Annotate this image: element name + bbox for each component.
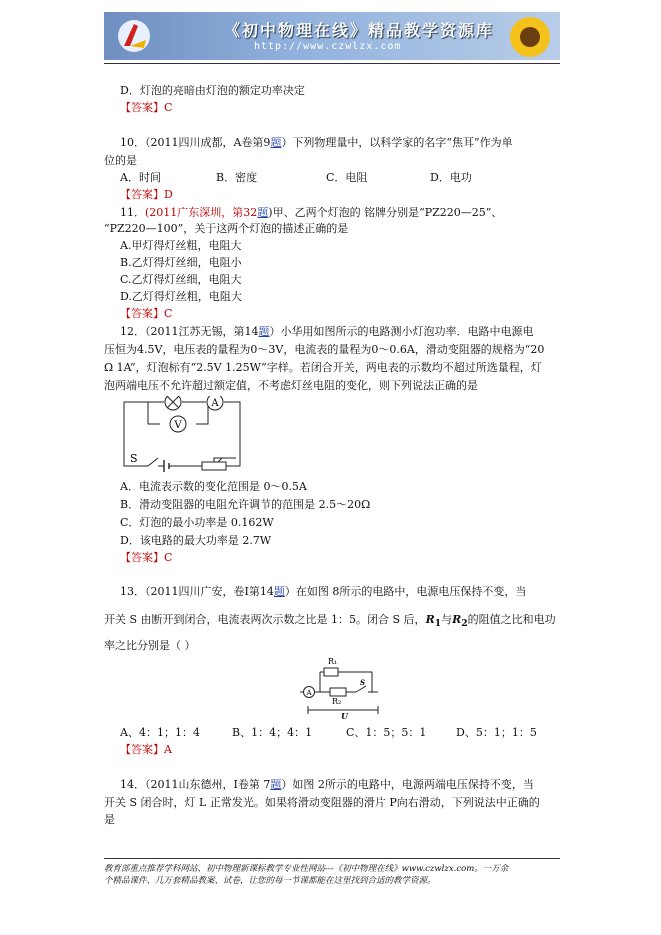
footer-line1: 教育部重点推荐学科网站、初中物理新课标教学专业性网站---《初中物理在线》www.czwlzx.com。一万余: [104, 864, 509, 874]
q13-option-d: D、5：1；1：5: [456, 726, 537, 739]
q13-circuit-diagram: [298, 652, 384, 720]
q14-prefix: 14．（2011山东德州，I卷第 7: [120, 778, 271, 791]
ammeter-label: A: [211, 398, 219, 409]
ammeter-label: A: [306, 689, 312, 697]
q12-option-a: A．电流表示数的变化范围是 0～0.5A: [120, 480, 307, 493]
q13-stem: [120, 585, 526, 599]
lamp-icon: [165, 396, 181, 410]
q10-suffix: ）下列物理量中，以科学家的名字“焦耳”作为单: [281, 136, 513, 149]
voltage-label: U: [341, 711, 348, 720]
q11-suffix: )甲、乙两个灯泡的 铭牌分别是“PZ220—25”、: [268, 206, 503, 219]
q11-option-d: D.乙灯得灯丝粗，电阻大: [120, 290, 242, 303]
q10-option-a: A．时间: [120, 171, 161, 184]
q14-stem: [120, 778, 534, 792]
q13-option-b: B、1：4；4：1: [232, 726, 313, 739]
q10-option-b: B．密度: [216, 171, 258, 184]
q12-answer: 【答案】C: [120, 551, 173, 564]
footer-rule: [104, 858, 560, 859]
q9-option-d: D．灯泡的亮暗由灯泡的额定功率决定: [120, 84, 305, 97]
q11-stem: [120, 206, 502, 220]
q11-num: 11．: [120, 206, 145, 219]
q13-r1: R: [425, 613, 435, 626]
r1-resistor-icon: [324, 668, 338, 676]
q11-link[interactable]: 题: [257, 206, 269, 219]
battery-icon: [164, 460, 169, 472]
sunflower-icon: [508, 15, 552, 59]
q14-link[interactable]: 题: [270, 778, 282, 791]
q13-r2-sub: 2: [461, 618, 468, 630]
rheostat-icon: [202, 462, 226, 470]
footer-line2: 个精品课件、几万套精品教案、试卷，让您的每一节课都能在这里找到合适的教学资源。: [104, 876, 436, 886]
q14-suffix: ）如图 2所示的电路中，电源两端电压保持不变，当: [281, 778, 534, 791]
header-rule: [104, 63, 560, 64]
r2-resistor-icon: [330, 688, 346, 696]
q13-option-c: C、1：5；5：1: [346, 726, 427, 739]
q11-answer: 【答案】C: [120, 307, 173, 320]
q12-link[interactable]: 题: [258, 325, 270, 338]
q10-answer: 【答案】D: [120, 188, 173, 201]
r1-label: R₁: [328, 657, 338, 666]
q14-stem-line3: 是: [104, 813, 115, 826]
q13-option-a: A、4：1；1：4: [120, 726, 200, 739]
q10-option-c: C．电阻: [326, 171, 368, 184]
q13-r2: R: [452, 613, 462, 626]
q13-link[interactable]: 题: [273, 585, 285, 598]
site-url[interactable]: http://www.czwlzx.com: [254, 41, 402, 52]
q12-stem-line4: 泡两端电压不允许超过额定值，不考虑灯丝电阻的变化，则下列说法正确的是: [104, 379, 478, 392]
q13-r1-sub: 1: [434, 618, 442, 630]
q12-option-c: C．灯泡的最小功率是 0.162W: [120, 516, 274, 529]
q11-stem-line2: “PZ220—100”，关于这两个灯泡的描述正确的是: [104, 222, 349, 235]
header-banner: [104, 12, 560, 60]
q12-stem-line2: 压恒为4.5V，电压表的量程为0～3V，电流表的量程为0～0.6A，滑动变阻器的规格为“20: [104, 343, 545, 356]
q13-mid: 与: [441, 613, 453, 626]
q10-option-d: D．电功: [430, 171, 472, 184]
q13-suffix: ）在如图 8所示的电路中，电源电压保持不变，当: [284, 585, 527, 598]
q13-line2a: 开关 S 由断开到闭合，电流表两次示数之比是 1：5。闭合 S 后，: [104, 613, 426, 626]
q11-option-c: C.乙灯得灯丝细，电阻大: [120, 273, 242, 286]
q12-stem-line3: Ω 1A”，灯泡标有“2.5V 1.25W”字样。若闭合开关，两电表的示数均不超过所选量程，灯: [104, 361, 542, 374]
q10-stem: [120, 136, 513, 150]
q12-suffix: ）小华用如图所示的电路测小灯泡功率．电路中电源电: [269, 325, 534, 338]
q12-circuit-diagram: [118, 396, 250, 476]
q14-stem-line2: 开关 S 闭合时，灯 L 正常发光。如果将滑动变阻器的滑片 P向右滑动，下列说法中正确的: [104, 796, 540, 809]
q13-line2b: 的阻值之比和电功: [467, 613, 556, 626]
q10-stem-line2: 位的是: [104, 154, 137, 167]
switch-label: S: [130, 452, 138, 465]
q12-option-d: D．该电路的最大功率是 2.7W: [120, 534, 272, 547]
q13-answer: 【答案】A: [120, 743, 172, 756]
q10-link[interactable]: 题: [270, 136, 282, 149]
r2-label: R₂: [332, 697, 342, 706]
q12-option-b: B．滑动变阻器的电阻允许调节的范围是 2.5～20Ω: [120, 498, 371, 511]
q12-prefix: 12．（2011江苏无锡，第14: [120, 325, 259, 338]
site-logo-icon: [116, 18, 152, 54]
switch-label: S: [360, 678, 366, 687]
q11-option-b: B.乙灯得灯丝细，电阻小: [120, 256, 242, 269]
q13-stem-line3: 率之比分别是（ ）: [104, 639, 196, 652]
switch-icon: [148, 458, 158, 466]
q13-stem-line2: [104, 613, 556, 631]
q13-prefix: 13．（2011四川广安，卷I第14: [120, 585, 274, 598]
q11-option-a: A.甲灯得灯丝粗，电阻大: [120, 239, 242, 252]
q9-answer: 【答案】C: [120, 101, 173, 114]
q10-prefix: 10．（2011四川成都，A卷第9: [120, 136, 271, 149]
q11-source: (2011广东深圳，第32: [145, 206, 258, 219]
site-title: 《初中物理在线》精品教学资源库: [224, 21, 495, 40]
q12-stem: [120, 325, 534, 339]
voltmeter-label: V: [174, 420, 182, 431]
